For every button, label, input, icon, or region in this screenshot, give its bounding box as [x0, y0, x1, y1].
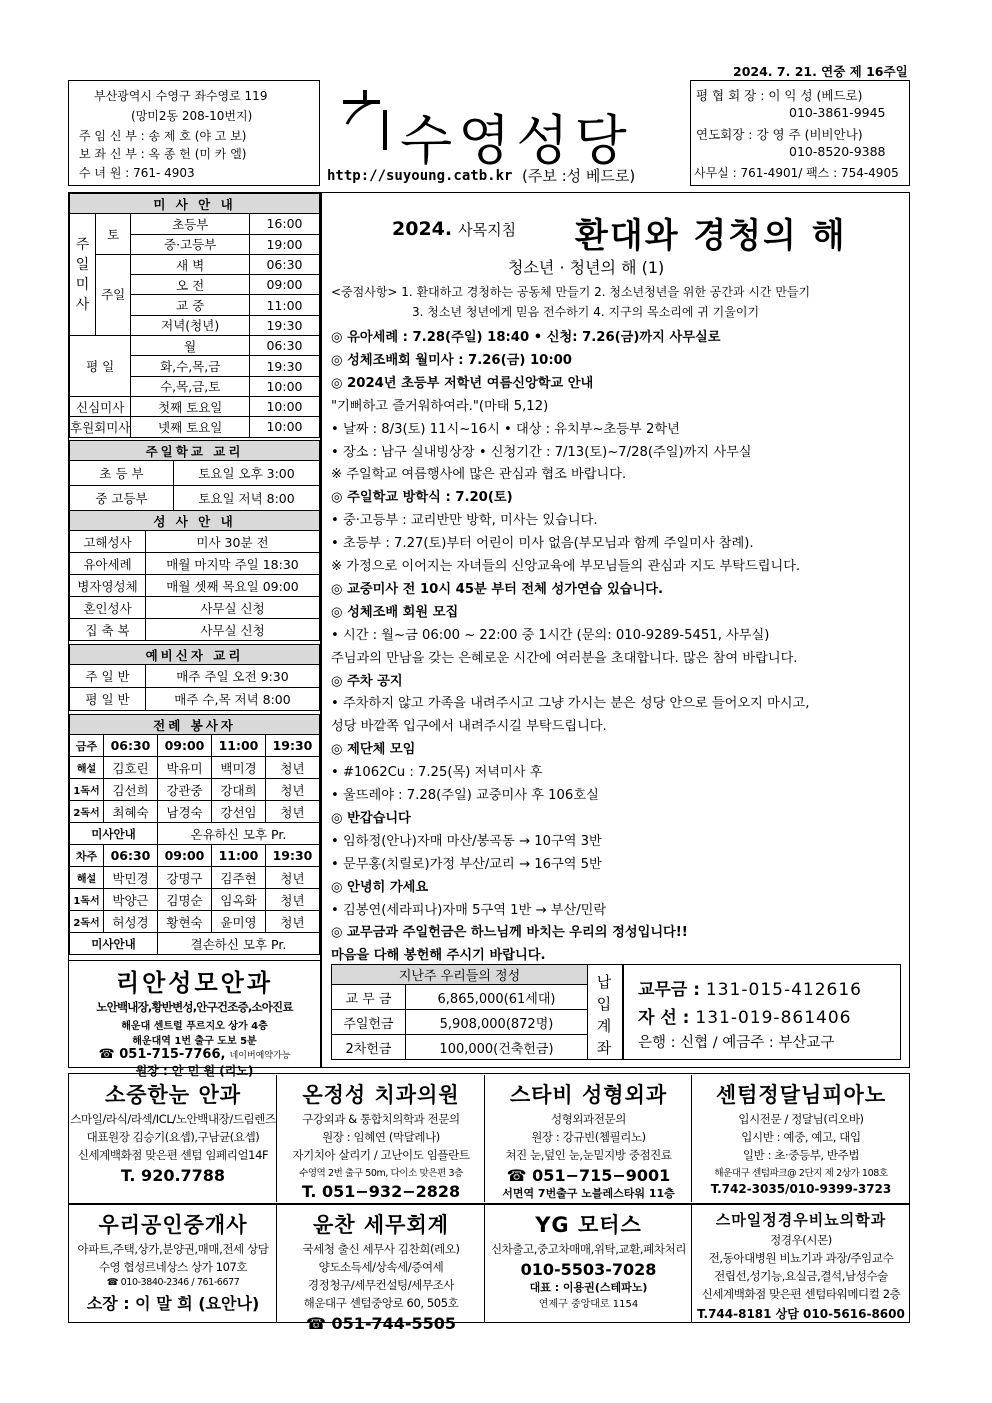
- special-mass-day: 첫째 토요일: [131, 396, 250, 416]
- ad-line: ☎ 010-3840-2346 / 761-6677: [106, 1277, 240, 1288]
- special-mass-day: 넷째 토요일: [131, 417, 250, 437]
- server-name: 강대희: [212, 779, 266, 801]
- ad-line: 정경우(시몬): [770, 1233, 832, 1247]
- mass-time: 10:00: [250, 396, 320, 416]
- servers-head: 19:30: [266, 845, 320, 867]
- server-name: 황현숙: [158, 911, 212, 933]
- ad-box: [278, 1075, 485, 1202]
- news-line: • 장소 : 남구 실내빙상장 • 신청기간 : 7/13(토)~7/28(주일)까지 사무실: [331, 444, 752, 460]
- ad-phone: T. 920.7788: [120, 1166, 226, 1185]
- theme-focus-2: 3. 청소년 청년에게 믿음 전수하기 4. 지구의 목소리에 귀 기울이기: [412, 305, 760, 319]
- class-time: 매주 수,목 저녁 8:00: [146, 688, 320, 711]
- clinic-directions: 해운대역 1번 출구 도보 5분: [132, 1036, 257, 1047]
- ad-line: 수영역 2번 출구 50m, 다이소 맞은편 3층: [299, 1168, 463, 1179]
- association-president: 연도회장 : 강 영 주 (비비안나): [696, 127, 863, 142]
- server-name: 청년: [266, 867, 320, 889]
- guide-group: 온유하신 모후 Pr.: [158, 823, 320, 845]
- servers-head: 19:30: [266, 735, 320, 757]
- saturday-label: 토: [95, 214, 130, 255]
- role: 해설: [70, 867, 104, 889]
- news-line: • #1062Cu : 7.25(목) 저녁미사 후: [331, 765, 543, 781]
- ad-line: 입시전문 / 정달님(리오바): [738, 1112, 864, 1126]
- servers-head: 06:30: [104, 845, 158, 867]
- news-line: • 문무홍(치릴로)가정 부산/교리 → 16구역 5반: [331, 856, 602, 872]
- sacrament-name: 병자영성체: [70, 575, 146, 597]
- assistant-priest: 보 좌 신 부 : 옥 종 헌 (미 카 엘): [79, 147, 247, 161]
- news-line: ◎ 주일학교 방학식 : 7.20(토): [331, 490, 513, 506]
- address: 부산광역시 수영구 좌수영로 119: [94, 89, 268, 103]
- server-name: 강선임: [212, 801, 266, 823]
- server-name: 백미경: [212, 757, 266, 779]
- mass-row: 월: [131, 336, 250, 356]
- ad-phone: T.744-8181 상담 010-5616-8600: [697, 1307, 905, 1321]
- mass-time: 19:00: [250, 234, 320, 254]
- ad-phone: 010-5503-7028: [520, 1260, 657, 1279]
- ad-line: 자기치아 살리기 / 고난이도 임플란트: [292, 1148, 470, 1162]
- ad-name: YG 모터스: [535, 1213, 642, 1237]
- mass-row: 초등부: [131, 214, 250, 234]
- news-line: • 날짜 : 8/3(토) 11시~16시 • 대상 : 유치부~초등부 2학년: [331, 421, 680, 437]
- news-line: ◎ 2024년 초등부 저학년 여름신앙학교 안내: [331, 375, 594, 391]
- sunday-mass-label: 주일미사: [70, 214, 96, 336]
- ad-line: 수영 협성르네상스 상가 107호: [98, 1260, 248, 1274]
- ad-name: 센텀정달님피아노: [715, 1083, 887, 1107]
- theme-year-text: 2024.: [392, 218, 453, 240]
- news-line: 성당 바깥쪽 입구에서 내려주시길 부탁드립니다.: [331, 719, 607, 735]
- ad-line: 신세계백화점 맞은편 센텀 임페리얼14F: [77, 1148, 269, 1162]
- news-line: ◎ 제단체 모임: [331, 742, 416, 758]
- offering-amount: 6,865,000(61세대): [406, 985, 588, 1010]
- ad-extra: 대표 : 이용권(스테파노): [529, 1281, 648, 1294]
- mass-row: 교 중: [131, 295, 250, 315]
- offering-title: 지난주 우리들의 정성: [332, 965, 588, 985]
- server-name: 김선희: [104, 779, 158, 801]
- ad-phone: T.742-3035/010-9399-3723: [710, 1182, 892, 1196]
- news-line: • 울뜨레야 : 7.28(주일) 교중미사 후 106호실: [331, 788, 599, 803]
- ad-name: 소중한눈 안과: [104, 1083, 242, 1107]
- server-name: 허성경: [104, 911, 158, 933]
- sacraments-table: [69, 510, 320, 641]
- role: 2독서: [70, 911, 104, 933]
- mass-time: 06:30: [250, 336, 320, 356]
- ad-box: [693, 1205, 909, 1322]
- ad-line: 스마일/라식/라섹/ICL/노안백내장/드림렌즈: [70, 1112, 276, 1126]
- ad-box: [278, 1205, 485, 1333]
- ad-box: [486, 1075, 692, 1202]
- server-name: 김명순: [158, 889, 212, 911]
- guide-label: 미사안내: [70, 933, 158, 955]
- mass-title: 미 사 안 내: [70, 194, 320, 214]
- servers-head: 09:00: [158, 845, 212, 867]
- class-time: 토요일 저녁 8:00: [174, 486, 320, 511]
- news-line: 주님과의 만남을 갖는 은혜로운 시간에 여러분을 초대합니다. 많은 참여 바랍니다.: [331, 650, 798, 666]
- sacrament-info: 미사 30분 전: [146, 531, 320, 553]
- server-name: 청년: [266, 757, 320, 779]
- church-logo: [325, 80, 687, 186]
- offering-box: [331, 964, 901, 1060]
- news-line: ◎ 교무금과 주일헌금은 하느님께 바치는 우리의 정성입니다!!: [331, 925, 688, 941]
- class-time: 토요일 오후 3:00: [174, 461, 320, 486]
- ad-phone: ☎ 051-744-5505: [305, 1314, 457, 1333]
- logo-text: 수영성당: [400, 109, 633, 172]
- news-line: ◎ 안녕히 가세요: [331, 879, 429, 895]
- address-old: (망미2동 208-10번지): [131, 109, 253, 123]
- clinic-address: 해운대 센트럴 푸르지오 상가 4층: [121, 1021, 268, 1032]
- servers-head: 차주: [70, 845, 104, 867]
- theme-subtitle: 청소년 · 청년의 해 (1): [508, 258, 665, 277]
- theme-year: [392, 218, 516, 240]
- ad-line: 신차출고,중고차매매,위탁,교환,폐차처리: [490, 1242, 687, 1256]
- ad-line: 해운대구 센텀중앙로 60, 505호: [303, 1296, 459, 1310]
- special-mass: 신심미사: [70, 396, 131, 416]
- clinic-director: 원장 : 안 민 원 (리노): [135, 1064, 254, 1078]
- header-left: [68, 80, 320, 186]
- ad-line: 경정청구/세무컨설팅/세무조사: [307, 1278, 455, 1292]
- offering-label: 교 무 금: [332, 985, 406, 1010]
- ad-extra: 서면역 7번출구 노블레스타워 11층: [502, 1187, 675, 1200]
- clinic-name: 리안성모안과: [115, 969, 274, 997]
- servers-head: 09:00: [158, 735, 212, 757]
- issue-date: 2024. 7. 21. 연중 제 16주일: [733, 64, 908, 79]
- mass-time: 19:30: [250, 356, 320, 376]
- role: 2독서: [70, 801, 104, 823]
- clinic-ad: [69, 960, 320, 1078]
- offering-label: 주일헌금: [332, 1010, 406, 1035]
- sacrament-name: 고해성사: [70, 531, 146, 553]
- mass-time: 19:30: [250, 315, 320, 335]
- account-1-label: 교무금: [638, 980, 688, 1000]
- theme-label: 사목지침: [458, 221, 517, 239]
- news-line: ◎ 반갑습니다: [331, 810, 411, 826]
- ad-line: 해운대구 센텀파크@ 2단지 제 2상가 108호: [714, 1168, 888, 1179]
- mass-row: 새 벽: [131, 254, 250, 274]
- council-president-phone: 010-3861-9945: [789, 105, 886, 120]
- ad-extra: 연제구 중앙대로 1154: [538, 1299, 639, 1310]
- pastor: 주 임 신 부 : 송 제 호 (야 고 보): [79, 129, 247, 143]
- ad-box: [693, 1075, 909, 1202]
- role: 해설: [70, 757, 104, 779]
- payment-label: 납입계좌: [596, 973, 612, 1057]
- ad-line: 아파트,주택,상가,분양권,매매,전세 상담: [77, 1242, 269, 1256]
- ad-line: 일반 : 초·중등부, 반주법: [742, 1148, 860, 1162]
- server-name: 청년: [266, 889, 320, 911]
- ad-line: 성형외과전문의: [551, 1112, 626, 1126]
- sacrament-info: 사무실 신청: [146, 619, 320, 641]
- ad-phone: ☎ 051−715−9001: [506, 1166, 671, 1185]
- ad-line: 원장 : 강규빈(쳄필리노): [531, 1130, 646, 1144]
- mass-schedule: [69, 193, 320, 438]
- office-contact: 사무실 : 761-4901/ 팩스 : 754-4905: [694, 166, 899, 180]
- clinic-phone[interactable]: ☎ 051-715-7766,: [98, 1047, 226, 1062]
- server-name: 박양근: [104, 889, 158, 911]
- server-name: 강관중: [158, 779, 212, 801]
- sunday-label: 주일: [95, 254, 130, 335]
- server-name: 박민경: [104, 867, 158, 889]
- ad-line: 전립선,성기능,요실금,결석,남성수술: [714, 1269, 888, 1283]
- mass-time: 16:00: [250, 214, 320, 234]
- class-name: 평 일 반: [70, 688, 146, 711]
- catechumen-table: [69, 644, 320, 711]
- ad-line: 대표원장 김승기(요셉),구남균(요셉): [86, 1130, 260, 1144]
- ad-phone: T. 051−932−2828: [301, 1182, 461, 1201]
- column-divider: [320, 192, 322, 1068]
- mass-row: 중·고등부: [131, 234, 250, 254]
- bank-info: 은행 : 신협 / 예금주 : 부산교구: [638, 1035, 835, 1051]
- ad-line: 입시반 : 예중, 예고, 대입: [741, 1130, 861, 1144]
- offering-amount: 100,000(건축헌금): [406, 1035, 588, 1060]
- ad-name: 윤찬 세무회계: [312, 1213, 450, 1237]
- offering-amount: 5,908,000(872명): [406, 1010, 588, 1035]
- ad-phone: 소장 : 이 말 희 (요안나): [86, 1294, 260, 1313]
- theme-focus-1: <중점사항> 1. 환대하고 경청하는 공동체 만들기 2. 청소년청년을 위한 공간과 시간 만들기: [331, 285, 811, 299]
- patron-saint: (주보 :성 베드로): [522, 167, 636, 185]
- sacrament-info: 사무실 신청: [146, 597, 320, 619]
- servers-table: [69, 714, 320, 955]
- mass-row: 수,목,금,토: [131, 376, 250, 396]
- news-line: • 중·고등부 : 교리반만 방학, 미사는 있습니다.: [331, 513, 598, 529]
- sacrament-name: 집 축 복: [70, 619, 146, 641]
- server-name: 김호린: [104, 757, 158, 779]
- website-url[interactable]: http://suyoung.catb.kr: [327, 168, 513, 184]
- servers-head: 11:00: [212, 845, 266, 867]
- sacrament-name: 혼인성사: [70, 597, 146, 619]
- mass-row: 화,수,목,금: [131, 356, 250, 376]
- news-line: "기뻐하고 즐거워하여라."(마태 5,12): [331, 398, 549, 414]
- sacrament-name: 유아세례: [70, 553, 146, 575]
- role: 1독서: [70, 779, 104, 801]
- account-1-number: 131-015-412616: [705, 980, 862, 1000]
- server-name: 임옥화: [212, 889, 266, 911]
- sunday-school-table: [69, 440, 320, 511]
- account-2: 자 선 : 131-019-861406: [638, 1008, 852, 1028]
- offering-label: 2차헌금: [332, 1035, 406, 1060]
- news-line: ◎ 유아세례 : 7.28(주일) 18:40 • 신청: 7.26(금)까지 사무실로: [331, 330, 721, 345]
- ad-line: 전,동아대병원 비뇨기과 과장/주임교수: [708, 1251, 894, 1265]
- class-time: 매주 주일 오전 9:30: [146, 665, 320, 688]
- news-line: • 초등부 : 7.27(토)부터 어린이 미사 없음(부모님과 함께 주일미사 참례).: [331, 536, 754, 552]
- ad-line: 신세계백화점 맞은편 센텀타워메디컬 2층: [701, 1287, 901, 1301]
- ad-line: 국세청 출신 세무사 김찬희(레오): [302, 1242, 460, 1256]
- servers-head: 06:30: [104, 735, 158, 757]
- news-line: • 시간 : 월~금 06:00 ~ 22:00 중 1시간 (문의: 010-9289-5451, 사무실): [331, 627, 770, 643]
- ad-name: 온정성 치과의원: [302, 1083, 460, 1107]
- sacrament-info: 매월 셋째 목요일 09:00: [146, 575, 320, 597]
- mass-time: 10:00: [250, 417, 320, 437]
- news-line: ◎ 주차 공지: [331, 673, 403, 689]
- news-line: • 김봉연(세라피나)자매 5구역 1반 → 부산/민락: [331, 902, 607, 918]
- catechumen-title: 예비신자 교리: [70, 645, 320, 665]
- clinic-phone-note: 네이버예약가능: [229, 1051, 291, 1061]
- guide-label: 미사안내: [70, 823, 158, 845]
- theme-title: 환대와 경청의 해: [575, 216, 847, 256]
- servers-title: 전례 봉사자: [70, 715, 320, 735]
- special-mass: 후원회미사: [70, 417, 131, 437]
- class-name: 주 일 반: [70, 665, 146, 688]
- server-name: 청년: [266, 801, 320, 823]
- class-name: 초 등 부: [70, 461, 174, 486]
- news-line: 마음을 다해 봉헌해 주시기 바랍니다.: [331, 948, 546, 964]
- servers-head: 금주: [70, 735, 104, 757]
- servers-head: 11:00: [212, 735, 266, 757]
- mass-row: 저녁(청년): [131, 315, 250, 335]
- sacrament-info: 매월 마지막 주일 18:30: [146, 553, 320, 575]
- server-name: 남경숙: [158, 801, 212, 823]
- mass-time: 06:30: [250, 254, 320, 274]
- sunday-school-title: 주일학교 교리: [70, 441, 320, 461]
- mass-time: 09:00: [250, 275, 320, 295]
- server-name: 김주현: [212, 867, 266, 889]
- account-1: 교무금 : 131-015-412616: [638, 980, 862, 1000]
- ad-name: 스마일정경우비뇨의학과: [715, 1211, 887, 1229]
- news-line: • 임하정(안나)자매 마산/봉곡동 → 10구역 3반: [331, 833, 602, 849]
- ad-name: 스타비 성형외과: [509, 1083, 668, 1107]
- guide-group: 결손하신 모후 Pr.: [158, 933, 320, 955]
- ad-box: [70, 1205, 277, 1322]
- sacraments-title: 성 사 안 내: [70, 511, 320, 531]
- offering-table: [331, 964, 588, 1060]
- server-name: 박유미: [158, 757, 212, 779]
- mass-time: 11:00: [250, 295, 320, 315]
- divider: [622, 965, 624, 1059]
- news-line: ※ 가정으로 이어지는 자녀들의 신앙교육에 부모님들의 관심과 지도 부탁드립니다.: [331, 559, 801, 574]
- ad-line: 원장 : 임혜연 (막달레나): [322, 1130, 440, 1144]
- ad-box: [70, 1075, 277, 1202]
- news-line: ◎ 성체조배 회원 모집: [331, 604, 459, 620]
- weekday-label: 평 일: [70, 336, 131, 397]
- mass-time: 10:00: [250, 376, 320, 396]
- server-name: 청년: [266, 911, 320, 933]
- news-line: ※ 주일학교 여름행사에 많은 관심과 협조 바랍니다.: [331, 467, 627, 483]
- council-president: 평 협 회 장 : 이 익 성 (베드로): [696, 88, 863, 103]
- ad-line: 양도소득세/상속세/증여세: [318, 1260, 444, 1274]
- server-name: 최혜숙: [104, 801, 158, 823]
- mass-row: 오 전: [131, 275, 250, 295]
- account-2-label: 자 선: [638, 1008, 677, 1028]
- server-name: 윤미영: [212, 911, 266, 933]
- ad-line: 구강외과 & 통합치의학과 전문의: [302, 1112, 460, 1126]
- header-right: [690, 80, 910, 186]
- ad-box: [486, 1205, 692, 1322]
- server-name: 청년: [266, 779, 320, 801]
- clinic-specialties: 노안백내장,황반변성,안구건조증,소아진료: [96, 1000, 293, 1014]
- news-line: • 주차하지 않고 가족을 내려주시고 그냥 가시는 분은 성당 안으로 들어오지 마시고,: [331, 696, 810, 712]
- news-line: ◎ 교중미사 전 10시 45분 부터 전체 성가연습 있습니다.: [331, 581, 663, 597]
- news-line: ◎ 성체조배회 월미사 : 7.26(금) 10:00: [331, 352, 572, 368]
- ad-line: 쳐진 눈,덮인 눈,눈밑지방 중점진료: [505, 1148, 672, 1162]
- role: 1독서: [70, 889, 104, 911]
- class-name: 중 고등부: [70, 486, 174, 511]
- server-name: 강명구: [158, 867, 212, 889]
- association-president-phone: 010-8520-9388: [789, 144, 886, 159]
- ad-name: 우리공인중개사: [98, 1213, 248, 1237]
- account-2-number: 131-019-861406: [695, 1008, 852, 1028]
- convent-phone: 수 녀 원 : 761- 4903: [79, 166, 195, 180]
